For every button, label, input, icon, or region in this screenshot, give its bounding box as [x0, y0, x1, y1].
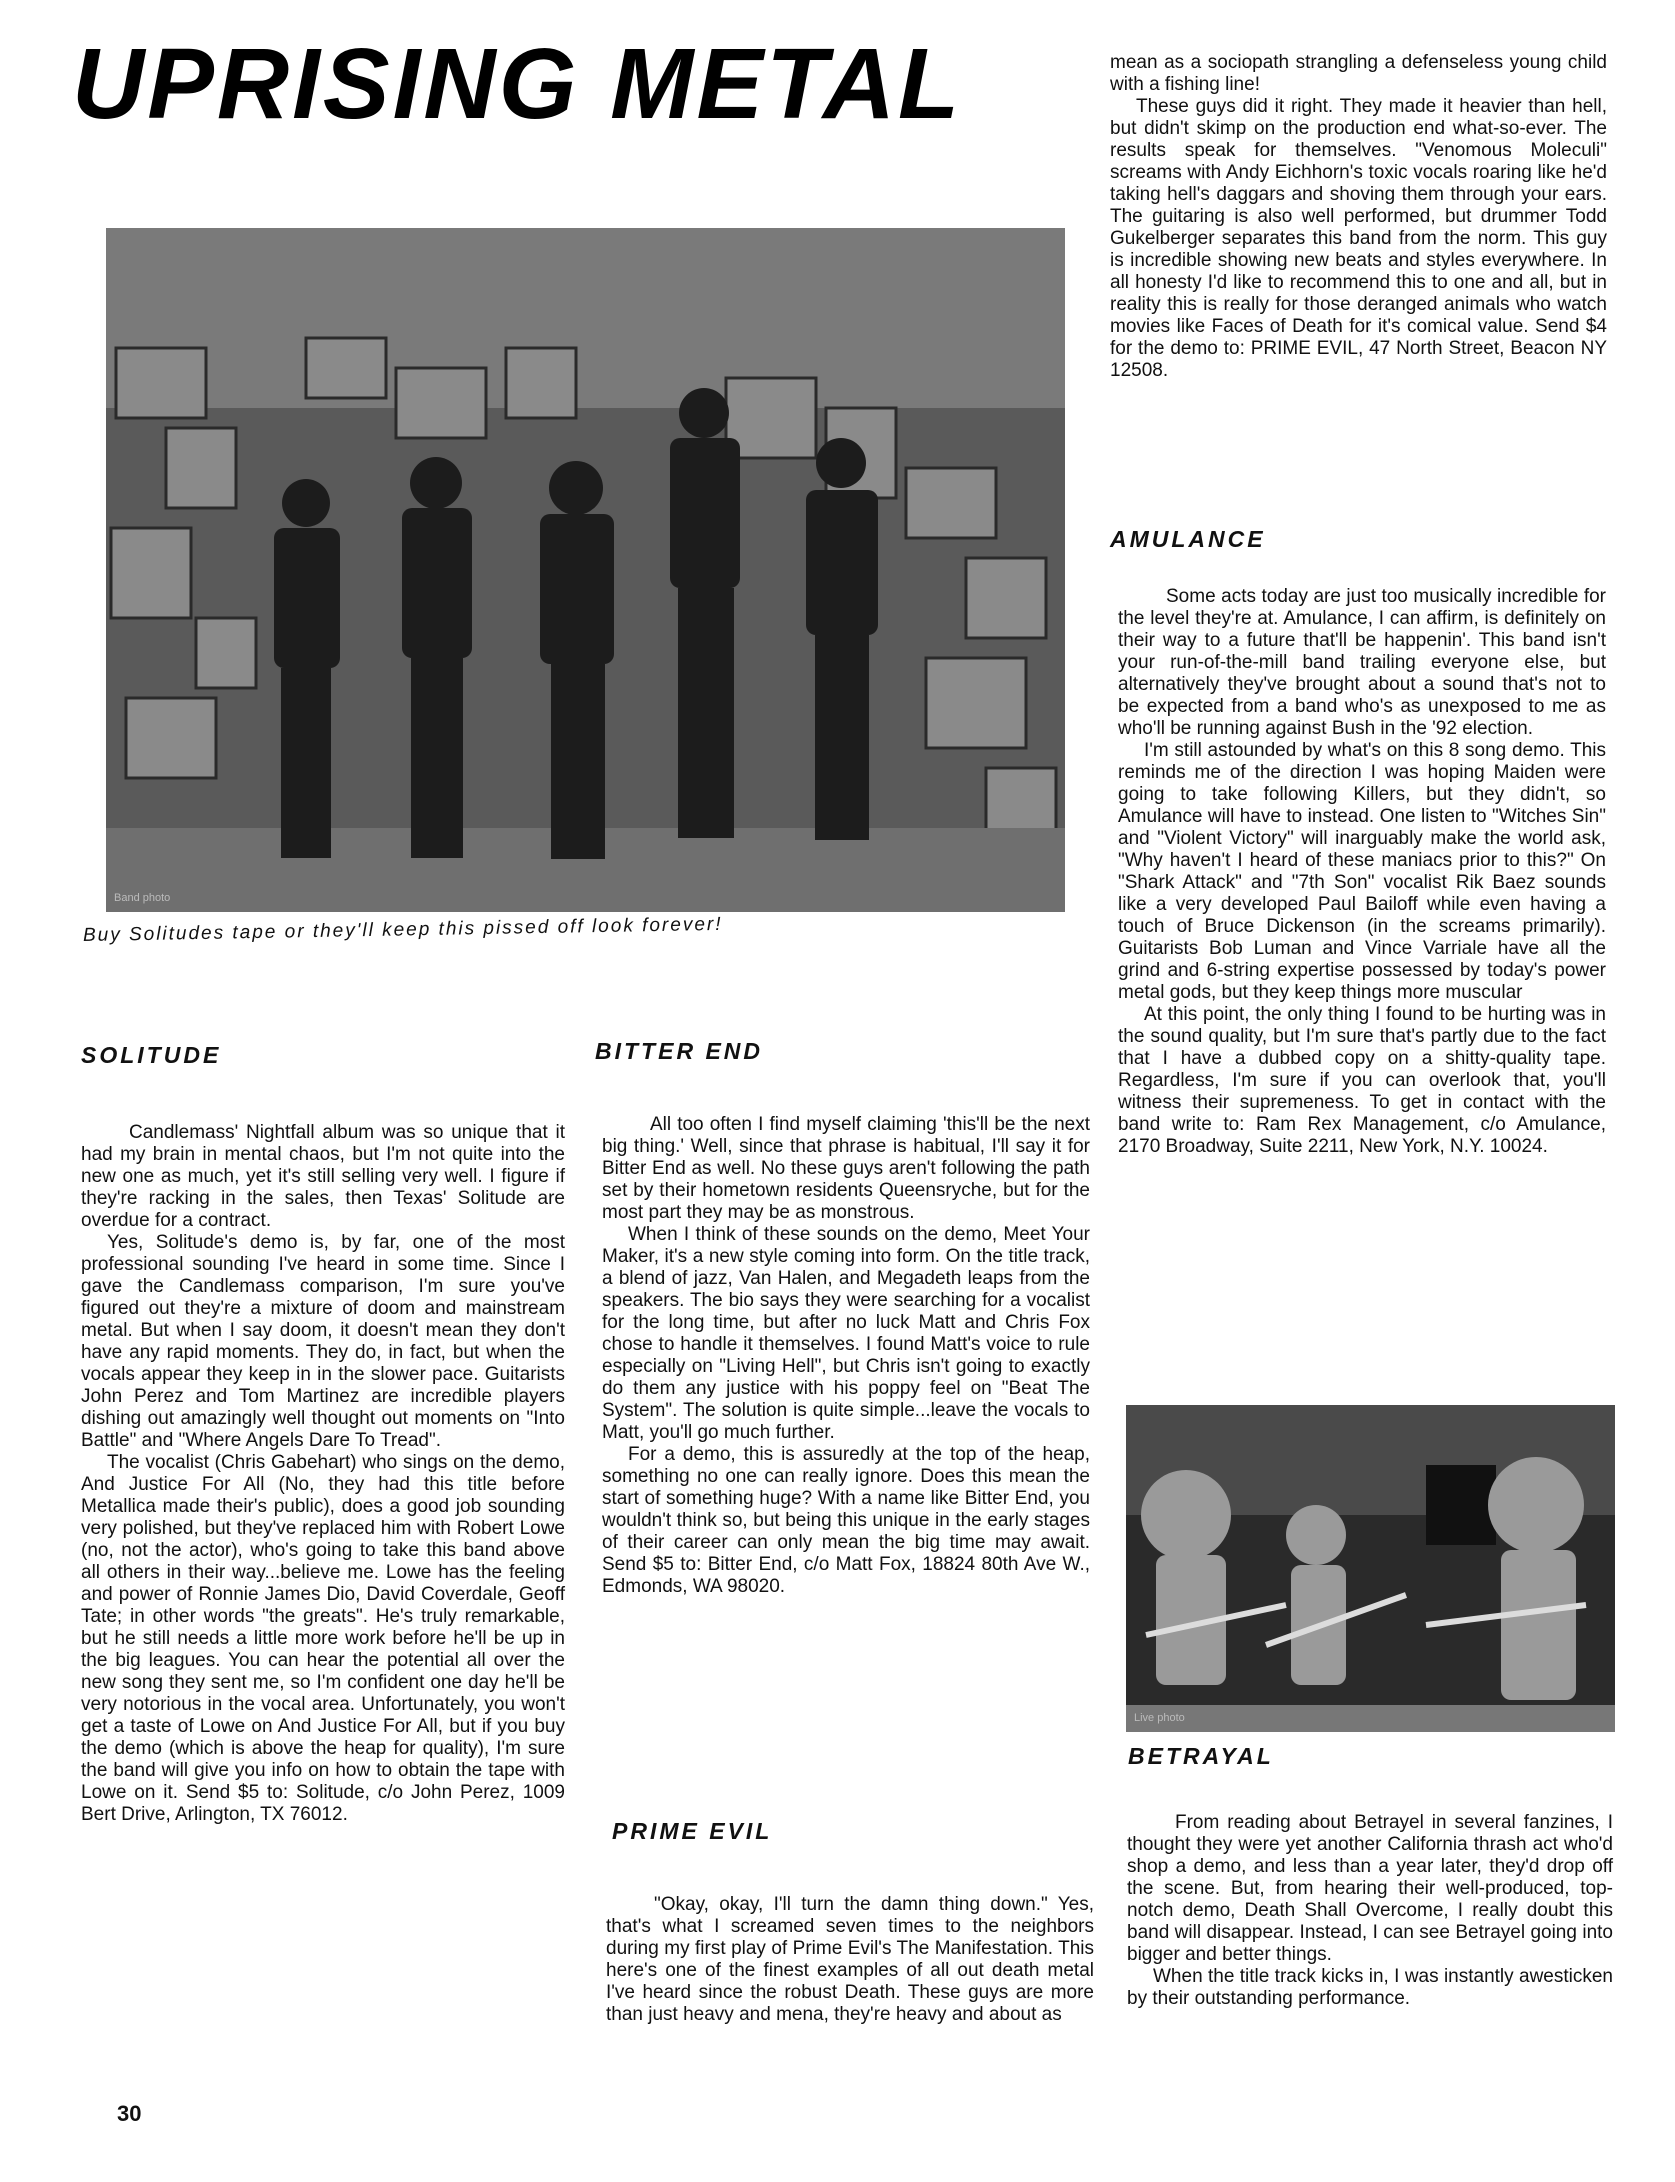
live-photo — [1126, 1405, 1615, 1732]
live-photo-label: Live photo — [1134, 1712, 1185, 1724]
paragraph: mean as a sociopath strangling a defenseless young child with a fishing line! — [1110, 52, 1607, 95]
page-title: UPRISING METAL — [72, 28, 963, 140]
heading-amulance: AMULANCE — [1110, 526, 1266, 552]
page-number: 30 — [117, 2101, 142, 2126]
column-solitude — [81, 1122, 565, 1826]
column-betrayal — [1127, 1812, 1613, 2010]
paragraph: From reading about Betrayel in several fanzines, I thought they were yet another California thrash act who'd shop a demo, and less than a year later, they'd drop off the scene. But, from hearing their well-produced, top-notch demo, Death Shall Overcome, I really doubt this band will disappear. Instead, I can see Betrayel going into bigger and better things. — [1127, 1812, 1613, 1965]
column-prime-evil — [606, 1894, 1094, 2026]
column-amulance — [1118, 586, 1606, 1158]
column-bitter-end — [602, 1114, 1090, 1598]
paragraph: At this point, the only thing I found to be hurting was in the sound quality, but I'm sure that's partly due to the fact that I have a dubbed copy on a shitty-quality tape. Regardless, I'm sure if you can overlook that, you'll witness their supremeness. To get in contact with the band write to: Ram Rex Management, c/o Amulance, 2170 Broadway, Suite 2211, New York, N.Y. 10024. — [1118, 1004, 1606, 1157]
paragraph: I'm still astounded by what's on this 8 song demo. This reminds me of the direction I was hoping Maiden were going to take following Killers, but they didn't, so Amulance will have to instead. One listen to "Witches Sin" and "Violent Victory" will inarguably make the world ask, "Why haven't I heard of these maniacs prior to this?" On "Shark Attack" and "7th Son" vocalist Rik Baez sounds like a very developed Paul Bailoff while even having a touch of Bruce Dickenson (in the screams primarily). Guitarists Bob Luman and Vince Varriale have all the grind and 6-string expertise possessed by today's power metal gods, but they keep things more muscular — [1118, 740, 1606, 1003]
paragraph: When I think of these sounds on the demo, Meet Your Maker, it's a new style coming into form. On the title track, a blend of jazz, Van Halen, and Megadeth leaps from the speakers. The bio says they were searching for a vocalist for the long time, but after no luck Matt and Chris Fox chose to handle it themselves. I found Matt's voice to rule especially on "Living Hell", but Chris isn't going to exactly do them any justice with his poppy feel on "Beat The System". The solution is quite simple...leave the vocals to Matt, you'll go much further. — [602, 1224, 1090, 1443]
paragraph: "Okay, okay, I'll turn the damn thing down." Yes, that's what I screamed seven times to the neighbors during my first play of Prime Evil's The Manifestation. This here's one of the finest examples of all out death metal I've heard since the robust Death. These guys are more than just heavy and mena, they're heavy and about as — [606, 1894, 1094, 2025]
column-prime-evil-continued — [1110, 52, 1607, 382]
paragraph: All too often I find myself claiming 'this'll be the next big thing.' Well, since that phrase is habitual, I'll say it for Bitter End as well. No these guys aren't following the path set by their hometown residents Queensryche, but for the most part they may be as monstrous. — [602, 1114, 1090, 1223]
heading-prime-evil: PRIME EVIL — [612, 1818, 773, 1844]
paragraph: Yes, Solitude's demo is, by far, one of the most professional sounding I've heard in some time. Since I gave the Candlemass comparison, I'm sure you've figured out they're a mixture of doom and mainstream metal. But when I say doom, it doesn't mean they don't have any rapid moments. They do, in fact, but when the vocals appear they keep in in the slower pace. Guitarists John Perez and Tom Martinez are incredible players dishing out amazingly well thought out moments on "Into Battle" and "Where Angels Dare To Tread". — [81, 1232, 565, 1451]
paragraph: Some acts today are just too musically incredible for the level they're at. Amulance, I can affirm, is definitely on their way to a future that'll be happenin'. This band isn't your run-of-the-mill band trailing everyone else, but alternatively they've brought about a sound that's not to be expected from a band who's as unexposed to me as who'll be running against Bush in the '92 election. — [1118, 586, 1606, 739]
paragraph: These guys did it right. They made it heavier than hell, but didn't skimp on the production end what-so-ever. The results speak for themselves. "Venomous Moleculi" screams with Andy Eichhorn's toxic vocals roaring like he'd taking hell's daggars and shoving them through your ears. The guitaring is also well performed, but drummer Todd Gukelberger separates this band from the norm. This guy is incredible showing new beats and styles everywhere. In all honesty I'd like to recommend this to one and all, but in reality this is really for those deranged animals who watch movies like Faces of Death for it's comical value. Send $4 for the demo to: PRIME EVIL, 47 North Street, Beacon NY 12508. — [1110, 96, 1607, 381]
heading-solitude: SOLITUDE — [81, 1042, 222, 1068]
paragraph: When the title track kicks in, I was instantly awesticken by their outstanding performance. — [1127, 1966, 1613, 2009]
paragraph: The vocalist (Chris Gabehart) who sings on the demo, And Justice For All (No, they had this title before Metallica made their's public), does a good job sounding very polished, but they've replaced him with Robert Lowe (no, not the actor), who's going to take this band above all others in their way...believe me. Lowe has the feeling and power of Ronnie James Dio, David Coverdale, Geoff Tate; in other words "the greats". He's truly remarkable, but he still needs a little more work before he'll be up in the big leagues. You can hear the potential all over the new song they sent me, so I'm confident one day he'll be very notorious in the vocal area. Unfortunately, you won't get a taste of Lowe on And Justice For All, but if you buy the demo (which is above the heap for quality), I'm sure the band will give you info on how to obtain the tape with Lowe on it. Send $5 to: Solitude, c/o John Perez, 1009 Bert Drive, Arlington, TX 76012. — [81, 1452, 565, 1825]
photo-caption: Buy Solitudes tape or they'll keep this pissed off look forever! — [82, 913, 723, 946]
heading-bitter-end: BITTER END — [595, 1038, 763, 1064]
band-photo-label: Band photo — [114, 892, 171, 904]
paragraph: Candlemass' Nightfall album was so unique that it had my brain in mental chaos, but I'm not quite into the new one as much, yet it's still selling very well. I figure if they're racking in the sales, then Texas' Solitude are overdue for a contract. — [81, 1122, 565, 1231]
paragraph: For a demo, this is assuredly at the top of the heap, something no one can really ignore. Does this mean the start of something huge? With a name like Bitter End, you wouldn't think so, but being this unique in the early stages of their career can only mean the big time may await. Send $5 to: Bitter End, c/o Matt Fox, 18824 80th Ave W., Edmonds, WA 98020. — [602, 1444, 1090, 1597]
heading-betrayal: BETRAYAL — [1128, 1743, 1274, 1769]
band-photo — [106, 228, 1065, 912]
